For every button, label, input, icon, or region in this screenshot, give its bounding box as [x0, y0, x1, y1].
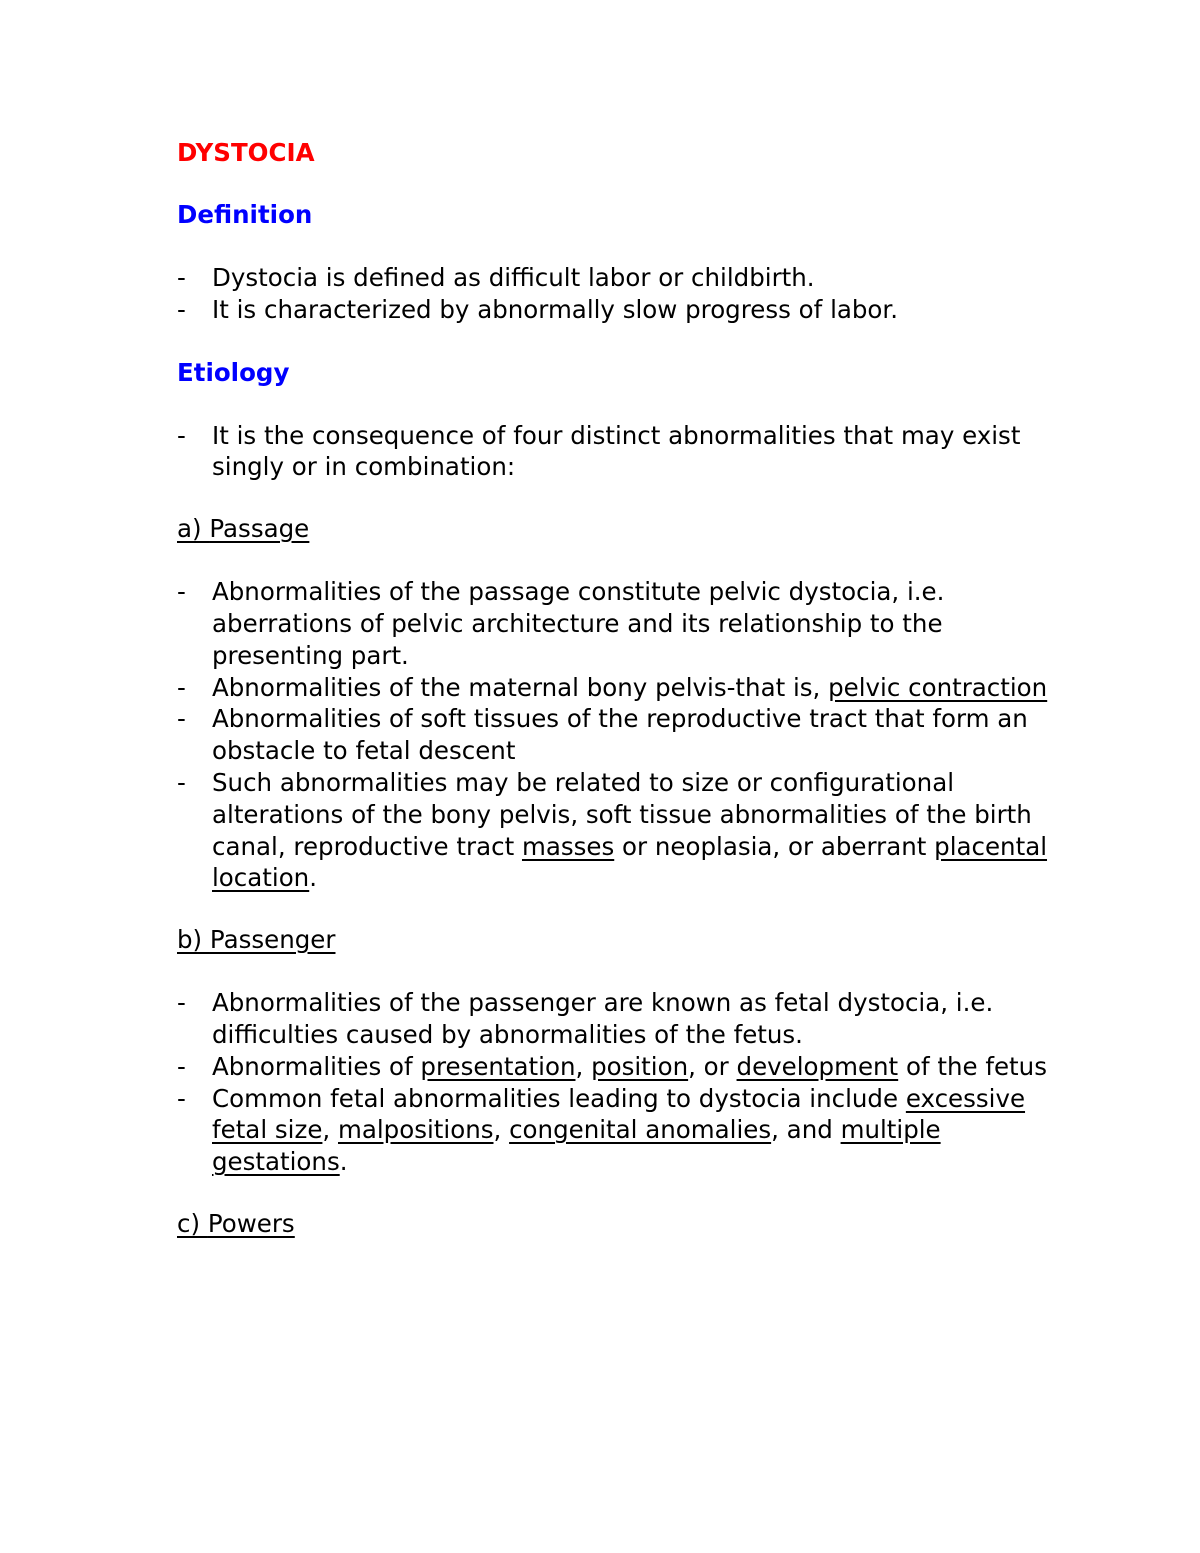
- document-title: DYSTOCIA: [177, 138, 315, 167]
- document-page: [177, 138, 1057, 1239]
- list-item: [177, 1083, 1057, 1178]
- list-item-text: or neoplasia, or aberrant: [614, 831, 935, 861]
- list-item: [177, 767, 1057, 894]
- list-item: [177, 1051, 1057, 1083]
- presentation-link[interactable]: presentation: [420, 1051, 576, 1081]
- powers-prefix: c): [177, 1208, 208, 1238]
- masses-link[interactable]: masses: [521, 831, 615, 861]
- list-item: - Abnormalities of the passenger are known as fetal dystocia, i.e. difficulties caused by abnormalities of the fetus.: [177, 987, 1057, 1051]
- passage-prefix: a): [177, 514, 210, 544]
- powers-subheading: [177, 1209, 1057, 1239]
- list-item-text: .: [309, 863, 318, 893]
- passenger-subheading: [177, 925, 1057, 955]
- list-item-text: Common fetal abnormalities leading to dystocia include: [212, 1083, 906, 1113]
- list-item-text: ,: [575, 1051, 592, 1081]
- definition-heading: Definition: [177, 200, 313, 229]
- definition-list: [177, 262, 1057, 326]
- list-item-text: .: [339, 1147, 348, 1177]
- excessive-fetal-size-link[interactable]: excessive fetal size: [212, 1083, 1026, 1145]
- development-link[interactable]: development: [736, 1051, 899, 1081]
- etiology-list: [177, 420, 1057, 484]
- list-item: - Dystocia is defined as difficult labor or childbirth.: [177, 262, 1057, 294]
- list-item-text: Such abnormalities may be related to size or configurational alterations of the bony pelvis, soft tissue abnormalities of the birth canal, reproductive tract: [212, 767, 1032, 861]
- passage-list: [177, 576, 1057, 894]
- list-item: - Abnormalities of the passage constitute pelvic dystocia, i.e. aberrations of pelvic architecture and its relationship to the presenting part.: [177, 576, 1057, 671]
- list-item: - Abnormalities of soft tissues of the reproductive tract that form an obstacle to fetal descent: [177, 703, 1057, 767]
- multiple-gestations-link[interactable]: multiple gestations: [212, 1115, 941, 1177]
- placental-location-link[interactable]: placental location: [212, 831, 1048, 893]
- passage-subheading: [177, 514, 1057, 544]
- passenger-label: Passenger: [209, 925, 336, 955]
- list-item: - It is characterized by abnormally slow progress of labor.: [177, 294, 1057, 326]
- list-item-text: ,: [493, 1115, 510, 1145]
- list-item-text: Abnormalities of the maternal bony pelvis-that is,: [212, 672, 829, 702]
- malpositions-link[interactable]: malpositions: [338, 1115, 494, 1145]
- list-item-text: Abnormalities of: [212, 1051, 421, 1081]
- list-item-text: , or: [688, 1051, 737, 1081]
- list-item-text: , and: [771, 1115, 841, 1145]
- list-item: - It is the consequence of four distinct abnormalities that may exist singly or in combination:: [177, 420, 1057, 484]
- position-link[interactable]: position: [591, 1051, 689, 1081]
- passage-label: Passage: [209, 514, 310, 544]
- list-item-text: of the fetus: [898, 1051, 1047, 1081]
- pelvic-contraction-link[interactable]: pelvic contraction: [828, 672, 1048, 702]
- passenger-list: [177, 987, 1057, 1178]
- passenger-prefix: b): [177, 925, 210, 955]
- list-item-text: ,: [322, 1115, 338, 1145]
- congenital-anomalies-link[interactable]: congenital anomalies: [509, 1115, 772, 1145]
- powers-label: Powers: [207, 1208, 295, 1238]
- etiology-heading: Etiology: [177, 357, 290, 387]
- list-item: [177, 672, 1057, 704]
